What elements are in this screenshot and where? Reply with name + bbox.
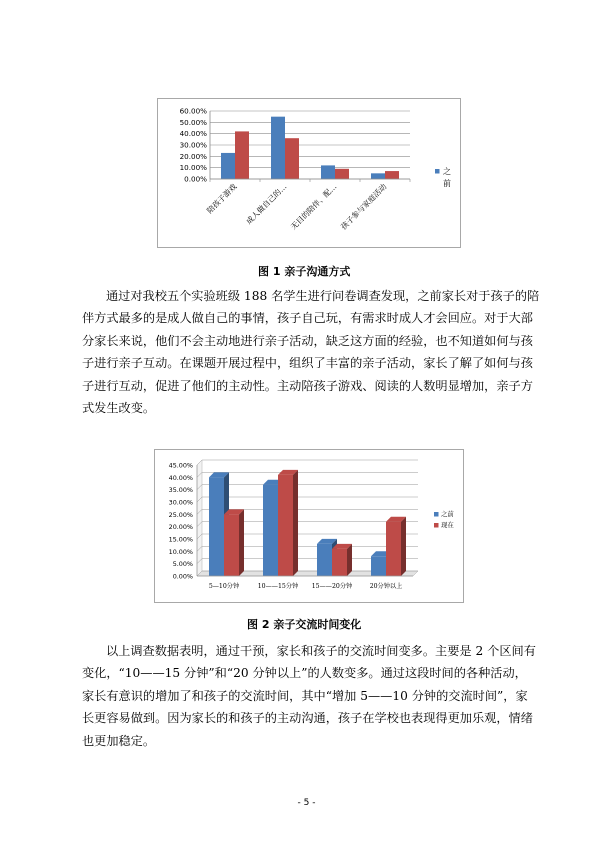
page-number: - 5 - bbox=[297, 798, 316, 808]
x-tick-label: 10——15分钟 bbox=[257, 583, 299, 590]
legend-swatch-now bbox=[434, 523, 439, 528]
y-tick-label: 5.00% bbox=[172, 560, 193, 569]
gridline bbox=[197, 497, 418, 502]
legend-label: 之 bbox=[443, 167, 451, 176]
bar-now bbox=[385, 171, 399, 179]
paragraph-2 bbox=[82, 640, 536, 752]
x-tick-label: 5—10分钟 bbox=[208, 583, 240, 590]
y-tick-label: 15.00% bbox=[168, 535, 193, 544]
paragraph-line: 也更加稳定。 bbox=[82, 733, 156, 748]
y-tick-label: 30.00% bbox=[168, 498, 193, 507]
bar-side-now bbox=[239, 509, 244, 576]
bar-before bbox=[221, 153, 235, 179]
paragraph-line: 分家长来说，他们不会主动地进行亲子活动，缺乏这方面的经验，也不知道如何与孩 bbox=[82, 333, 533, 348]
x-tick-label: 成人做自己的… bbox=[244, 182, 289, 227]
paragraph-line: 变化，“10——15 分钟”和“20 分钟以上”的人数变多。通过这段时间的各种活动， bbox=[82, 666, 527, 681]
x-tick-label: 20分钟以上 bbox=[369, 583, 403, 590]
paragraph-line: 伴方式最多的是成人做自己的事情，孩子自己玩，有需求时成人才会回应。对于大部 bbox=[82, 311, 533, 326]
paragraph-1 bbox=[82, 285, 540, 419]
x-tick-label: 无目的陪伴、配… bbox=[289, 182, 339, 232]
legend-label: 现在 bbox=[441, 521, 454, 529]
bar-before bbox=[321, 165, 335, 179]
y-tick-label: 10.00% bbox=[168, 547, 193, 556]
y-tick-label: 20.00% bbox=[168, 523, 193, 532]
bar-now bbox=[386, 522, 401, 576]
bar-now bbox=[332, 549, 347, 576]
y-tick-label: 0.00% bbox=[172, 572, 193, 581]
bar-before bbox=[371, 556, 386, 576]
paragraph-line: 通过对我校五个实验班级 188 名学生进行问卷调查发现，之前家长对于孩子的陪 bbox=[106, 289, 540, 303]
paragraph-line: 式发生改变。 bbox=[82, 401, 156, 416]
y-tick-label: 40.00% bbox=[179, 129, 207, 139]
y-tick-label: 25.00% bbox=[168, 510, 193, 519]
bar-now bbox=[224, 514, 239, 576]
bar-side-now bbox=[293, 470, 298, 576]
y-tick-label: 10.00% bbox=[179, 163, 207, 173]
paragraph-line: 以上调查数据表明，通过干预，家长和孩子的交流时间变多。主要是 2 个区间有 bbox=[106, 644, 536, 658]
y-tick-label: 60.00% bbox=[179, 106, 207, 116]
bar-now bbox=[285, 138, 299, 179]
figure-2-chart-frame bbox=[154, 449, 464, 603]
bar-before bbox=[263, 485, 278, 576]
legend-label: 前 bbox=[443, 179, 451, 188]
y-tick-label: 40.00% bbox=[168, 473, 193, 482]
paragraph-line: 家长有意识的增加了和孩子的交流时间，其中“增加 5——10 分钟的交流时间”，家 bbox=[82, 688, 528, 703]
legend-label: 之前 bbox=[441, 510, 454, 518]
bar-before bbox=[371, 173, 385, 179]
figure-2-bar-chart bbox=[155, 450, 463, 602]
figure-1-chart-frame bbox=[157, 98, 461, 248]
gridline bbox=[197, 460, 418, 465]
paragraph-line: 子进行互动，促进了他们的主动性。主动陪孩子游戏、阅读的人数明显增加，亲子方 bbox=[82, 378, 533, 393]
legend-swatch-before bbox=[435, 169, 440, 174]
side-wall bbox=[197, 460, 202, 576]
paragraph-line: 子进行亲子互动。在课题开展过程中，组织了丰富的亲子活动，家长了解了如何与孩 bbox=[82, 356, 533, 371]
gridline bbox=[197, 472, 418, 477]
bar-now bbox=[235, 131, 249, 179]
y-tick-label: 30.00% bbox=[179, 140, 207, 150]
bar-before bbox=[317, 544, 332, 576]
y-tick-label: 0.00% bbox=[184, 174, 207, 184]
y-tick-label: 20.00% bbox=[179, 151, 207, 161]
figure-1-bar-chart bbox=[158, 99, 460, 247]
y-tick-label: 50.00% bbox=[179, 117, 207, 127]
bar-before bbox=[209, 477, 224, 576]
x-tick-label: 15——20分钟 bbox=[311, 583, 353, 590]
bar-now bbox=[278, 475, 293, 576]
x-tick-label: 陪孩子游戏 bbox=[205, 182, 239, 216]
paragraph-line: 长更容易做到。因为家长的和孩子的主动沟通，孩子在学校也表现得更加乐观，情绪 bbox=[82, 711, 533, 726]
gridline bbox=[197, 485, 418, 490]
bar-before bbox=[271, 117, 285, 179]
figure-2-caption: 图 2 亲子交流时间变化 bbox=[247, 618, 362, 631]
y-tick-label: 35.00% bbox=[168, 486, 193, 495]
legend-swatch-before bbox=[434, 512, 439, 517]
y-tick-label: 45.00% bbox=[168, 461, 193, 470]
x-tick-label: 孩子参与家庭活动 bbox=[339, 182, 389, 232]
bar-side-now bbox=[401, 517, 406, 576]
bar-now bbox=[335, 169, 349, 179]
bar-side-now bbox=[347, 544, 352, 576]
figure-1-caption: 图 1 亲子沟通方式 bbox=[258, 265, 351, 278]
